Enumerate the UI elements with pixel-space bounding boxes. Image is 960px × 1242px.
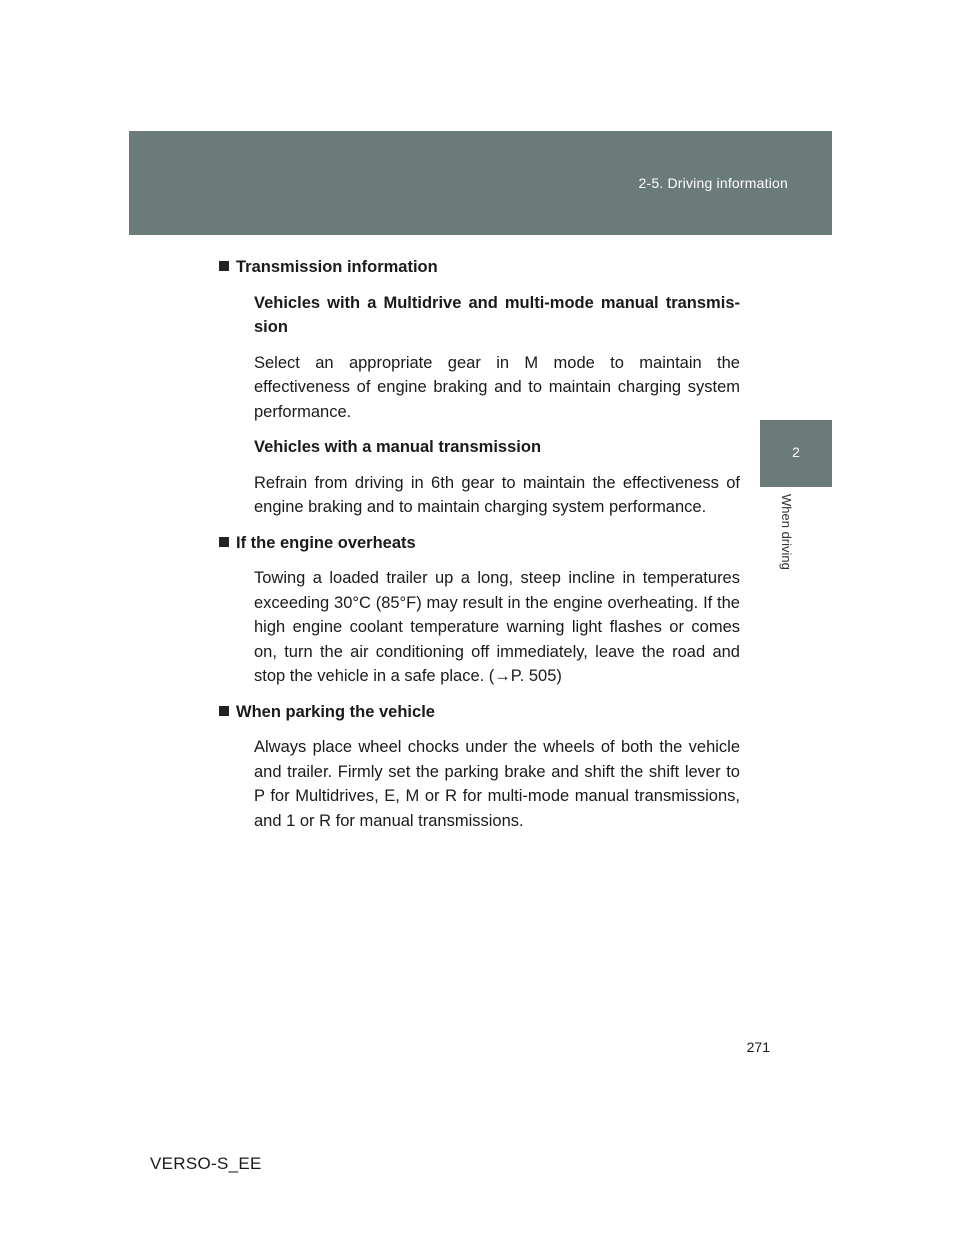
- model-code: VERSO-S_EE: [150, 1154, 262, 1173]
- main-content: [236, 255, 740, 844]
- chapter-tab: [760, 420, 832, 487]
- section-transmission-information: [236, 255, 740, 520]
- section-title: 2-5. Driving information: [638, 175, 788, 191]
- section-parking-vehicle: [236, 700, 740, 834]
- header-band: [129, 131, 832, 235]
- square-bullet-icon: [219, 537, 229, 547]
- section-heading-text: Transmission information: [236, 258, 438, 276]
- section-heading-text: When parking the vehicle: [236, 702, 435, 721]
- page-number: 271: [746, 1039, 770, 1055]
- subheading-multidrive: Vehicles with a Multidrive and multi-mode manual transmis-sion: [254, 293, 740, 336]
- chapter-label: When driving: [779, 494, 794, 570]
- section-heading: [218, 255, 740, 280]
- section-heading: [218, 700, 740, 725]
- paragraph-overheats: Towing a loaded trailer up a long, steep incline in temperatures exceeding 30°C (85°F) may result in the engine overheating. If the high engine coolant temperature warning light flashes or comes on, turn the air conditioning off immediately, leave the road and stop the vehicle in a safe place. (→P. 505): [254, 569, 740, 685]
- paragraph-parking: Always place wheel chocks under the wheels of both the vehicle and trailer. Firmly set the parking brake and shift the shift lever to P for Multidrives, E, M or R for multi-mode manual transmissions, and 1 or R for manual transmissions.: [254, 738, 740, 830]
- chapter-number: 2: [792, 444, 800, 460]
- square-bullet-icon: [219, 261, 229, 271]
- section-heading-text: If the engine overheats: [236, 533, 416, 552]
- square-bullet-icon: [219, 706, 229, 716]
- subheading-manual: Vehicles with a manual transmission: [254, 438, 542, 456]
- paragraph-multidrive: Select an appropriate gear in M mode to maintain the effectiveness of engine braking and to maintain charging system performance.: [254, 353, 740, 421]
- section-heading: [218, 531, 740, 556]
- paragraph-manual: Refrain from driving in 6th gear to maintain the effectiveness of engine braking and to maintain charging system performance.: [254, 473, 740, 516]
- section-engine-overheats: [236, 531, 740, 689]
